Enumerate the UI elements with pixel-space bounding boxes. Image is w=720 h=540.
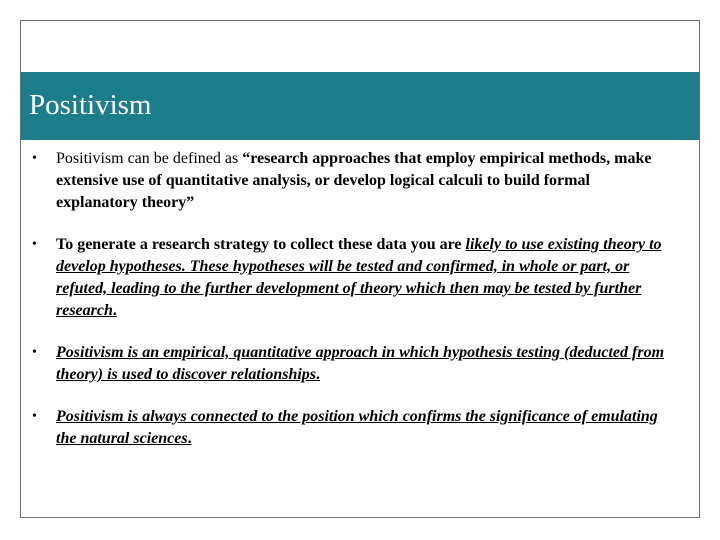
bullet-text-emphasis: likely to use existing theory to develop hypotheses. These hypotheses will be tested and confirmed, in whole or part, or refuted, leading to the further development of theory which then may be tested by further research: [56, 236, 662, 319]
bullet-text-plain: To generate a research strategy to collect these data you are: [56, 236, 466, 253]
bullet-item-research-strategy: [21, 234, 699, 322]
title-band: [21, 72, 699, 140]
bullet-icon: •: [32, 151, 37, 166]
bullet-text-emphasis: Positivism is an empirical, quantitative approach in which hypothesis testing (deducted from theory) is used to discover relationships: [56, 344, 665, 383]
bullet-text-quote: “research approaches that employ empirical methods, make extensive use of quantitative analysis, or develop logical calculi to build formal explanatory theory”: [56, 150, 652, 211]
bullet-text-plain: Positivism can be defined as: [56, 150, 243, 167]
bullet-text-emphasis: Positivism is always connected to the position which confirms the significance of emulating the natural sciences: [56, 408, 658, 447]
bullet-text-end: .: [316, 366, 321, 383]
bullet-item-definition: [21, 148, 699, 214]
slide-title: Positivism: [29, 89, 152, 121]
bullet-item-natural-sciences: [21, 406, 699, 450]
bullet-icon: •: [32, 237, 37, 252]
bullet-list: [21, 148, 699, 470]
bullet-icon: •: [32, 345, 37, 360]
bullet-text-end: .: [112, 302, 117, 319]
bullet-icon: •: [32, 409, 37, 424]
slide: [20, 20, 700, 518]
bullet-item-empirical-approach: [21, 342, 699, 386]
bullet-text-end: .: [187, 430, 192, 447]
